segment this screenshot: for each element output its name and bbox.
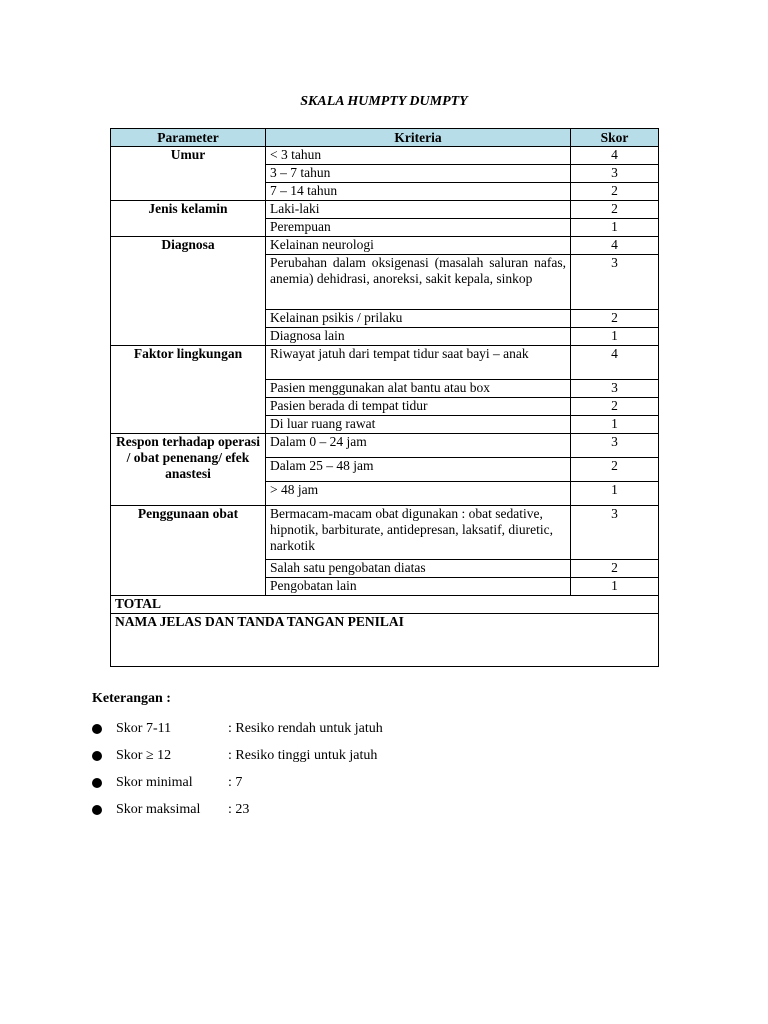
note-label: Skor 7-11 (116, 720, 172, 736)
kriteria-cell: Pengobatan lain (266, 578, 571, 596)
bullet-icon (92, 805, 102, 815)
skor-cell: 4 (571, 147, 659, 165)
skor-cell: 2 (571, 310, 659, 328)
kriteria-cell: Laki-laki (266, 201, 571, 219)
skor-cell: 3 (571, 380, 659, 398)
skor-cell: 4 (571, 346, 659, 380)
notes-heading: Keterangan : (92, 691, 171, 706)
page-title: SKALA HUMPTY DUMPTY (300, 94, 468, 109)
kriteria-cell: Perubahan dalam oksigenasi (masalah saluran nafas, anemia) dehidrasi, anoreksi, sakit kepala, sinkop (266, 255, 571, 310)
kriteria-cell: Bermacam-macam obat digunakan : obat sedative, hipnotik, barbiturate, antidepresan, laksatif, diuretic, narkotik (266, 506, 571, 560)
skor-cell: 1 (571, 328, 659, 346)
note-value: : 23 (228, 801, 250, 817)
kriteria-cell: Salah satu pengobatan diatas (266, 560, 571, 578)
table-row (111, 147, 659, 165)
list-item (92, 742, 383, 769)
skor-cell: 2 (571, 398, 659, 416)
skor-cell: 1 (571, 578, 659, 596)
kriteria-cell: Dalam 25 – 48 jam (266, 458, 571, 482)
skor-cell: 2 (571, 458, 659, 482)
signature-row (111, 614, 659, 667)
header-parameter: Parameter (111, 129, 266, 147)
skor-cell: 2 (571, 183, 659, 201)
kriteria-cell: Riwayat jatuh dari tempat tidur saat bayi – anak (266, 346, 571, 380)
parameter-cell: Faktor lingkungan (111, 346, 266, 434)
note-value: : 7 (228, 774, 243, 790)
signature-label: NAMA JELAS DAN TANDA TANGAN PENILAI (111, 614, 659, 667)
list-item (92, 769, 383, 796)
table-header-row (111, 129, 659, 147)
total-row (111, 596, 659, 614)
humpty-dumpty-table (110, 128, 659, 667)
kriteria-cell: Dalam 0 – 24 jam (266, 434, 571, 458)
header-skor: Skor (571, 129, 659, 147)
skor-cell: 1 (571, 482, 659, 506)
kriteria-cell: 7 – 14 tahun (266, 183, 571, 201)
bullet-icon (92, 724, 102, 734)
note-value: : Resiko rendah untuk jatuh (228, 720, 383, 736)
table-row (111, 506, 659, 560)
parameter-cell: Penggunaan obat (111, 506, 266, 596)
kriteria-cell: 3 – 7 tahun (266, 165, 571, 183)
parameter-cell: Jenis kelamin (111, 201, 266, 237)
table-row (111, 237, 659, 255)
note-label: Skor maksimal (116, 801, 201, 817)
skor-cell: 2 (571, 560, 659, 578)
skor-cell: 4 (571, 237, 659, 255)
kriteria-cell: Perempuan (266, 219, 571, 237)
kriteria-cell: Diagnosa lain (266, 328, 571, 346)
parameter-cell: Diagnosa (111, 237, 266, 346)
note-value: : Resiko tinggi untuk jatuh (228, 747, 378, 763)
kriteria-cell: Pasien menggunakan alat bantu atau box (266, 380, 571, 398)
parameter-cell: Respon terhadap operasi / obat penenang/ efek anastesi (111, 434, 266, 506)
kriteria-cell: > 48 jam (266, 482, 571, 506)
list-item (92, 715, 383, 742)
note-label: Skor ≥ 12 (116, 747, 172, 763)
kriteria-cell: < 3 tahun (266, 147, 571, 165)
skor-cell: 2 (571, 201, 659, 219)
skor-cell: 3 (571, 434, 659, 458)
note-label: Skor minimal (116, 774, 193, 790)
total-label: TOTAL (111, 596, 659, 614)
bullet-icon (92, 778, 102, 788)
list-item (92, 796, 383, 823)
kriteria-cell: Pasien berada di tempat tidur (266, 398, 571, 416)
header-kriteria: Kriteria (266, 129, 571, 147)
skor-cell: 1 (571, 219, 659, 237)
table-row (111, 346, 659, 380)
skor-cell: 3 (571, 255, 659, 310)
skor-cell: 1 (571, 416, 659, 434)
bullet-icon (92, 751, 102, 761)
kriteria-cell: Kelainan neurologi (266, 237, 571, 255)
parameter-cell: Umur (111, 147, 266, 201)
kriteria-cell: Di luar ruang rawat (266, 416, 571, 434)
notes-section (92, 691, 383, 823)
kriteria-cell: Kelainan psikis / prilaku (266, 310, 571, 328)
table-row (111, 201, 659, 219)
skor-cell: 3 (571, 165, 659, 183)
table-row (111, 434, 659, 458)
skor-cell: 3 (571, 506, 659, 560)
